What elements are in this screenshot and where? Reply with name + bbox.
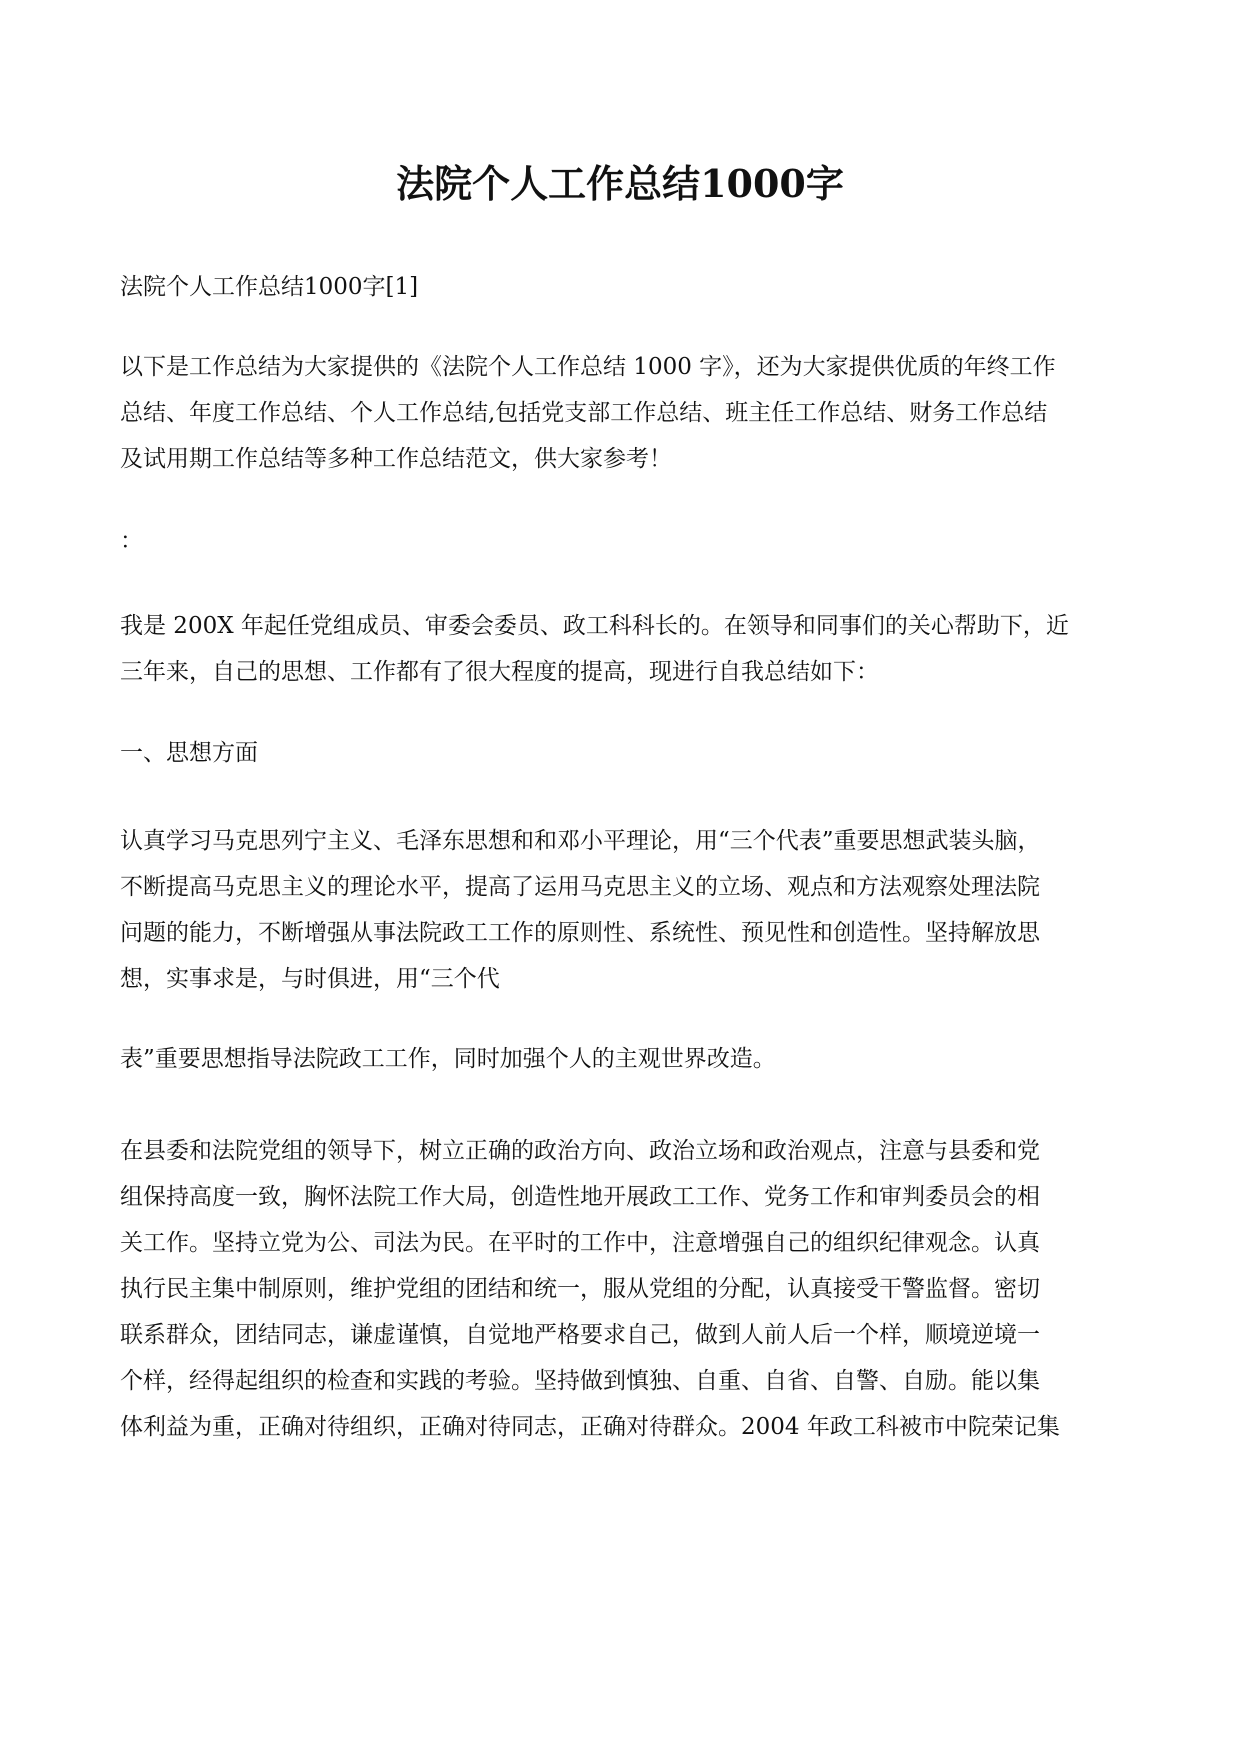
intro-line: 以下是工作总结为大家提供的《法院个人工作总结 1000 字》，还为大家提供优质的年终工作: [120, 354, 1056, 380]
paragraph-continuation: 表”重要思想指导法院政工工作，同时加强个人的主观世界改造。: [120, 1046, 776, 1072]
paragraph-line: 认真学习马克思列宁主义、毛泽东思想和和邓小平理论，用“三个代表”重要思想武装头脑，: [120, 828, 1041, 854]
paragraph-line: 问题的能力，不断增强从事法院政工工作的原则性、系统性、预见性和创造性。坚持解放思: [120, 920, 1040, 946]
page-title: 法院个人工作总结1000字: [396, 161, 844, 206]
intro-line: 及试用期工作总结等多种工作总结范文，供大家参考！: [120, 446, 672, 472]
paragraph-line: 体利益为重，正确对待组织，正确对待同志，正确对待群众。2004 年政工科被市中院荣记集: [120, 1414, 1060, 1440]
paragraph-appointment: [120, 603, 1125, 695]
intro-line: 总结、年度工作总结、个人工作总结,包括党支部工作总结、班主任工作总结、财务工作总结: [120, 400, 1048, 426]
paragraph-line: 想，实事求是，与时俱进，用“三个代: [120, 966, 500, 992]
paragraph-line: 我是 200X 年起任党组成员、审委会委员、政工科科长的。在领导和同事们的关心帮助下，近: [120, 613, 1069, 639]
paragraph-line: 关工作。坚持立党为公、司法为民。在平时的工作中，注意增强自己的组织纪律观念。认真: [120, 1230, 1040, 1256]
document-subtitle: 法院个人工作总结1000字[1]: [120, 274, 419, 300]
paragraph-line: 执行民主集中制原则，维护党组的团结和统一，服从党组的分配，认真接受干警监督。密切: [120, 1276, 1040, 1302]
colon-line: ：: [120, 528, 143, 554]
section-heading-ideology: 一、思想方面: [120, 740, 258, 766]
intro-paragraph: [120, 344, 1125, 482]
paragraph-leadership: [120, 1128, 1125, 1450]
paragraph-line: 个样，经得起组织的检查和实践的考验。坚持做到慎独、自重、自省、自警、自励。能以集: [120, 1368, 1040, 1394]
paragraph-line: 在县委和法院党组的领导下，树立正确的政治方向、政治立场和政治观点，注意与县委和党: [120, 1138, 1040, 1164]
paragraph-line: 组保持高度一致，胸怀法院工作大局，创造性地开展政工工作、党务工作和审判委员会的相: [120, 1184, 1040, 1210]
paragraph-ideology: [120, 818, 1125, 1002]
paragraph-line: 不断提高马克思主义的理论水平，提高了运用马克思主义的立场、观点和方法观察处理法院: [120, 874, 1040, 900]
paragraph-line: 三年来，自己的思想、工作都有了很大程度的提高，现进行自我总结如下：: [120, 659, 879, 685]
paragraph-line: 联系群众，团结同志，谦虚谨慎，自觉地严格要求自己，做到人前人后一个样，顺境逆境一: [120, 1322, 1040, 1348]
